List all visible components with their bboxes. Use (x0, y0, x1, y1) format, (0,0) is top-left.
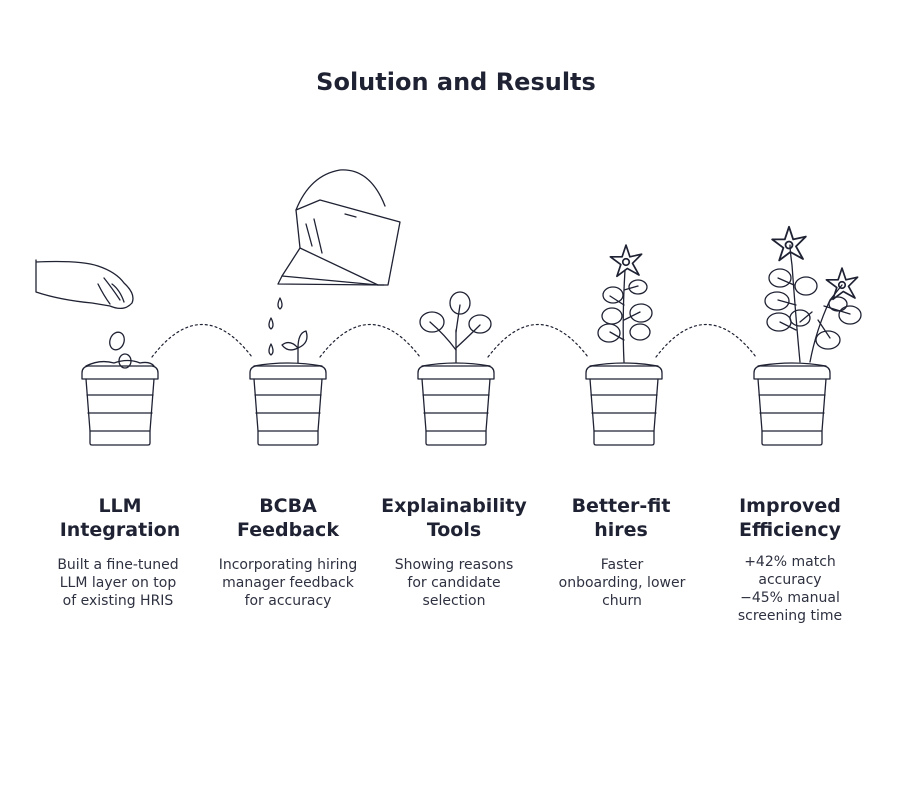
stage-3-desc-line-2: for candidate (407, 575, 501, 591)
connector-arc-4 (656, 325, 756, 358)
stage-2-title (203, 494, 373, 542)
stage-1-title-line-1: LLM (98, 495, 142, 517)
stage-5-title (705, 494, 875, 542)
pot-1 (82, 354, 158, 445)
stage-4-desc-line-1: Faster (600, 557, 644, 573)
stage-5-title-line-2: Efficiency (738, 519, 841, 541)
stage-1-title-line-2: Integration (59, 519, 181, 541)
stage-4-description (547, 556, 697, 610)
pot-5 (754, 363, 830, 445)
blooming-plant-icon (765, 227, 861, 362)
stage-3-desc-line-3: selection (422, 593, 486, 609)
stage-4-title (536, 494, 706, 542)
seedling-icon (420, 292, 491, 362)
stage-1-desc-line-3: of existing HRIS (62, 593, 174, 609)
stage-4-title-line-2: hires (594, 519, 648, 541)
page-title: Solution and Results (316, 68, 596, 96)
hand-seed-icon (36, 260, 133, 352)
stage-4-title-line-1: Better-fit (571, 495, 671, 517)
stage-1-desc-line-2: LLM layer on top (59, 575, 177, 591)
connector-arc-2 (320, 325, 420, 358)
stage-1-title (35, 494, 205, 542)
stage-4-desc-line-3: churn (602, 593, 642, 609)
stage-5-desc-line-3: −45% manual (740, 590, 840, 606)
stage-4-desc-line-2: onboarding, lower (558, 575, 686, 591)
stage-1-description (43, 556, 193, 610)
stage-2-desc-line-3: for accuracy (244, 593, 332, 609)
water-drops (269, 298, 282, 355)
connector-arcs (152, 325, 756, 358)
stage-2-desc-line-1: Incorporating hiring (218, 557, 358, 573)
stage-3-description (379, 556, 529, 610)
stage-5-desc-line-2: accuracy (758, 572, 822, 588)
stage-3-title (369, 494, 539, 542)
stage-2-desc-line-2: manager feedback (222, 575, 354, 591)
stage-3-title-line-1: Explainability (381, 495, 527, 517)
stage-2-title-line-2: Feedback (237, 519, 339, 541)
stage-5-description (715, 553, 865, 625)
stage-5-desc-line-4: screening time (737, 608, 843, 624)
flowering-plant-icon (598, 245, 652, 362)
connector-arc-1 (152, 325, 252, 358)
stage-1-desc-line-1: Built a fine-tuned (57, 557, 179, 573)
stage-3-desc-line-1: Showing reasons (394, 557, 514, 573)
stage-2-title-line-1: BCBA (259, 495, 317, 517)
pot-3 (418, 363, 494, 445)
pot-2 (250, 331, 326, 445)
stage-5-title-line-1: Improved (739, 495, 841, 517)
stage-2-description (205, 556, 371, 610)
connector-arc-3 (488, 325, 588, 358)
stage-5-desc-line-1: +42% match (744, 554, 836, 570)
watering-can-icon (278, 170, 400, 285)
pot-4 (586, 363, 662, 445)
stage-3-title-line-2: Tools (426, 519, 482, 541)
